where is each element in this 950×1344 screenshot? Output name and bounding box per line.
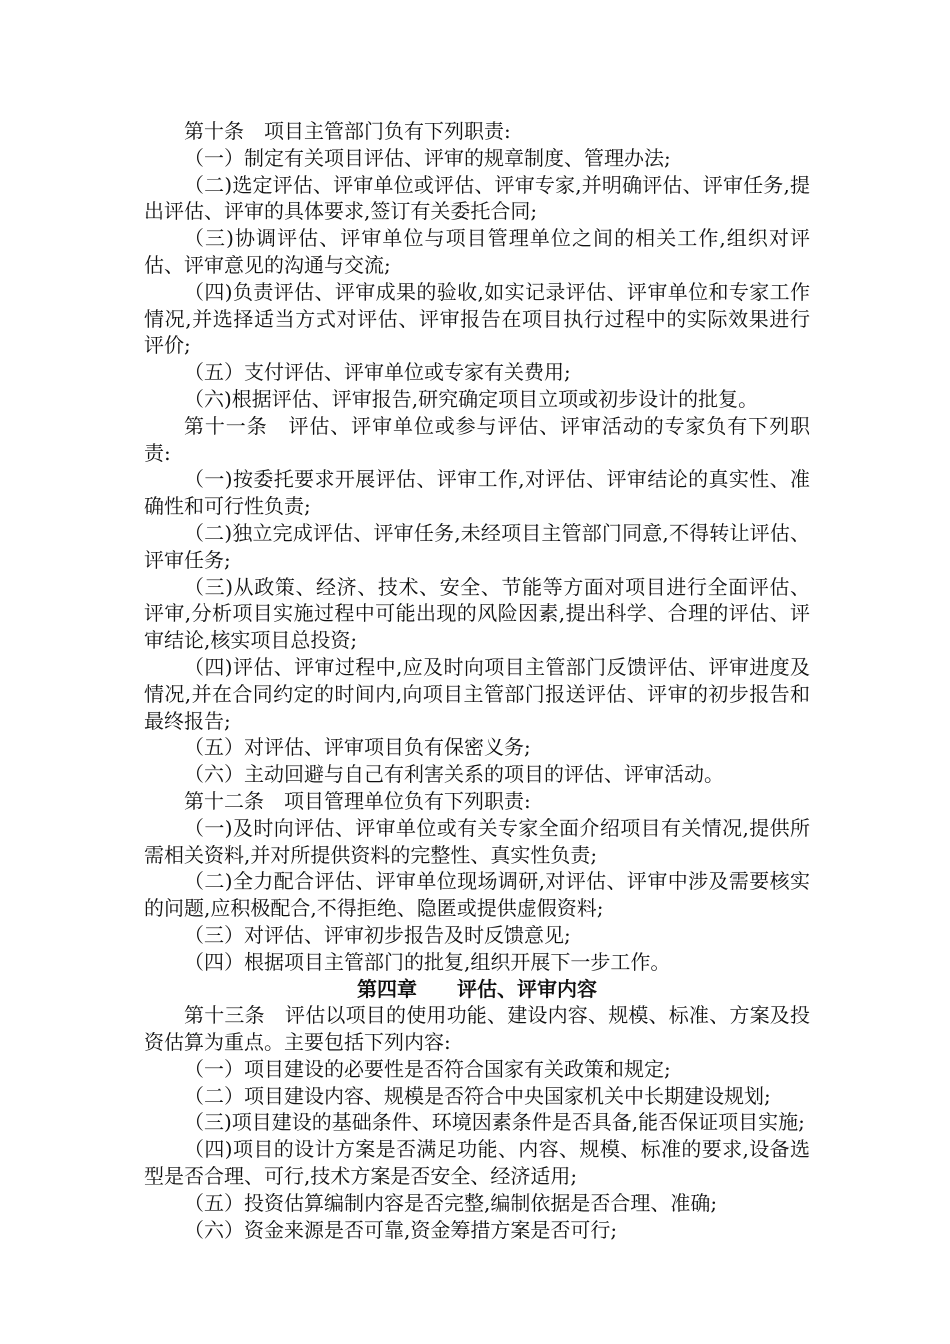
article-12-item-2: （二)全力配合评估、评审单位现场调研,对评估、评审中涉及需要核实的问题,应积极配合,不得拒绝、隐匿或提供虚假资料; [144,869,810,921]
article-13-heading: 第十三条 评估以项目的使用功能、建设内容、规模、标准、方案及投资估算为重点。主要包括下列内容: [144,1003,810,1055]
article-13-item-4: （四)项目的设计方案是否满足功能、内容、规模、标准的要求,设备选型是否合理、可行,技术方案是否安全、经济适用; [144,1137,810,1189]
article-13-item-2: （二）项目建设内容、规模是否符合中央国家机关中长期建设规划; [184,1083,771,1108]
article-12-item-1: （一)及时向评估、评审单位或有关专家全面介绍项目有关情况,提供所需相关资料,并对所提供资料的完整性、真实性负责; [144,815,810,867]
article-10-item-1: （一）制定有关项目评估、评审的规章制度、管理办法; [184,145,671,170]
article-11-item-5: （五）对评估、评审项目负有保密义务; [184,735,531,760]
article-13-item-1: （一）项目建设的必要性是否符合国家有关政策和规定; [184,1056,671,1081]
article-10-heading: 第十条 项目主管部门负有下列职责: [184,119,511,143]
article-11-item-4: （四)评估、评审过程中,应及时向项目主管部门反馈评估、评审进度及情况,并在合同约定的时间内,向项目主管部门报送评估、评审的初步报告和最终报告; [144,654,810,733]
article-11-item-3: （三)从政策、经济、技术、安全、节能等方面对项目进行全面评估、评审,分析项目实施过程中可能出现的风险因素,提出科学、合理的评估、评审结论,核实项目总投资; [144,574,810,653]
article-13-item-6: （六）资金来源是否可靠,资金筹措方案是否可行; [184,1217,618,1242]
article-11-item-6: （六）主动回避与自己有利害关系的项目的评估、评审活动。 [184,762,724,787]
article-10-item-2: （二)选定评估、评审单位或评估、评审专家,并明确评估、评审任务,提出评估、评审的具体要求,签订有关委托合同; [144,172,810,224]
article-11-heading: 第十一条 评估、评审单位或参与评估、评审活动的专家负有下列职责: [144,413,810,465]
article-10-item-4: （四)负责评估、评审成果的验收,如实记录评估、评审单位和专家工作情况,并选择适当方式对评估、评审报告在项目执行过程中的实际效果进行评价; [144,279,810,358]
chapter-4-title: 第四章 评估、评审内容 [357,976,597,1001]
article-10-item-6: （六)根据评估、评审报告,研究确定项目立项或初步设计的批复。 [184,386,759,411]
article-10-item-5: （五）支付评估、评审单位或专家有关费用; [184,360,571,385]
document-page [144,118,810,1243]
article-13-item-5: （五）投资估算编制内容是否完整,编制依据是否合理、准确; [184,1190,718,1215]
article-12-item-4: （四）根据项目主管部门的批复,组织开展下一步工作。 [184,949,671,974]
article-13-item-3: （三)项目建设的基础条件、环境因素条件是否具备,能否保证项目实施; [184,1110,805,1135]
article-10-item-3: （三)协调评估、评审单位与项目管理单位之间的相关工作,组织对评估、评审意见的沟通与交流; [144,226,810,277]
article-11-item-2: （二)独立完成评估、评审任务,未经项目主管部门同意,不得转让评估、评审任务; [144,520,810,572]
article-12-item-3: （三）对评估、评审初步报告及时反馈意见; [184,922,571,947]
article-11-item-1: （一)按委托要求开展评估、评审工作,对评估、评审结论的真实性、准确性和可行性负责; [144,467,810,519]
article-12-heading: 第十二条 项目管理单位负有下列职责: [184,788,531,813]
